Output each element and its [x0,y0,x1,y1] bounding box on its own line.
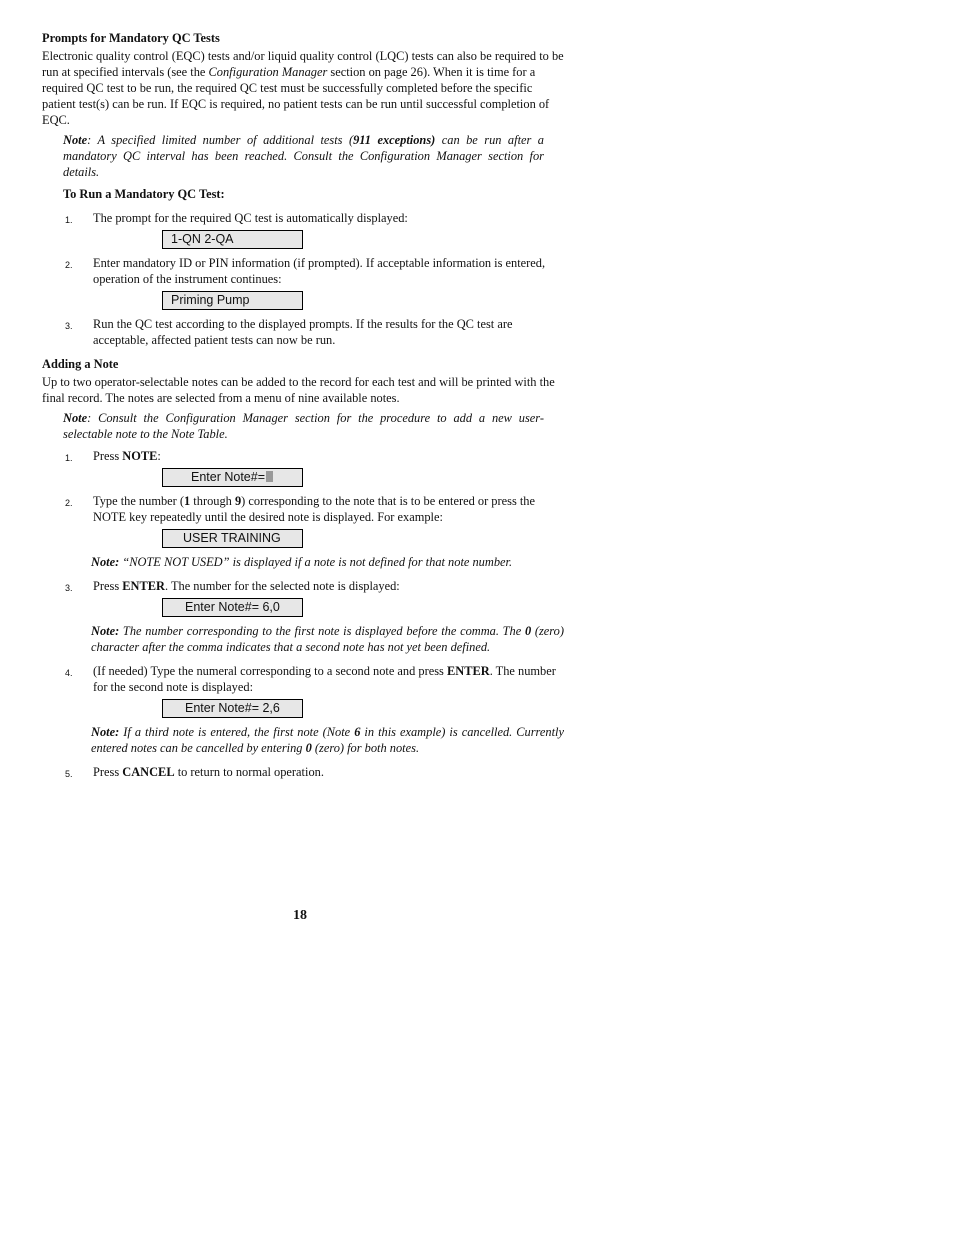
step-text: Press [93,579,123,593]
note-emphasis: 0 [524,624,532,638]
lcd-display [162,291,303,310]
note-text: The number corresponding to the first note is displayed before the comma. The [119,624,525,638]
manual-page [42,30,564,784]
paragraph-emphasis: Configuration Manager [208,65,328,79]
step-text: to return to normal operation. [174,765,324,779]
step-text: ) corresponding to the note that is to be entered or press the NOTE key repeatedly until the desired note is displayed. For example: [93,494,536,524]
page-number: 18 [293,908,307,923]
note-step-5 [42,764,564,780]
note-text: (zero) for both notes. [311,741,420,755]
note-text: in this example) is cancelled. Currently entered notes can be cancelled by entering [91,725,564,755]
note-label: Note [63,133,88,147]
adding-note-paragraph: Up to two operator-selectable notes can be added to the record for each test and will be printed with the final record. The notes are selected from a menu of nine available notes. [42,375,555,405]
display-text: Enter Note#= 6,0 [185,600,280,614]
display-text: USER TRAINING [183,531,281,545]
note-emphasis: 0 [305,741,312,755]
step-text: Type the number ( [93,494,184,508]
display-text: Enter Note#= [191,470,266,484]
key-name: ENTER [122,579,165,593]
step-number: 4. [65,668,73,678]
note-step-3 [42,578,564,594]
step-text: The prompt for the required QC test is automatically displayed: [93,211,408,225]
step-text: : [157,449,161,463]
note-step-1 [42,448,564,464]
key-name: CANCEL [122,765,175,779]
step-number: 1. [65,453,73,463]
step-number: 3. [65,321,73,331]
step-text: . The number for the selected note is displayed: [164,579,400,593]
note-configuration-manager [63,410,544,442]
step-number: 1. [65,215,73,225]
note-label: Note: [91,555,120,569]
lcd-display [162,598,303,617]
note-emphasis: 911 exceptions) [353,133,436,147]
step-number-emphasis: 9 [234,494,242,508]
lcd-display [162,529,303,548]
display-text: 1-QN 2-QA [171,232,234,246]
step-2-note [91,554,564,570]
step-4-note [91,724,564,756]
note-label: Note: [91,624,120,638]
step-number-emphasis: 1 [184,494,191,508]
step-text: Enter mandatory ID or PIN information (if prompted). If acceptable information is entered, operation of the instrument continues: [93,256,546,286]
step-number: 5. [65,769,73,779]
paragraph-text: section on page 26). When it is time for a required QC test to be run, the required QC test must be successfully completed before the specific patient test(s) can be run. If EQC is required, no patient tests can be run until successful completion of EQC. [42,65,550,127]
section-heading-adding-note: Adding a Note [42,357,119,371]
qc-step-3 [42,316,564,348]
step-text: (If needed) Type the numeral corresponding to a second note and press [93,664,447,678]
key-name: ENTER [446,664,490,678]
cursor-icon [266,471,273,482]
subheading-run-mandatory-qc: To Run a Mandatory QC Test: [63,187,225,201]
note-emphasis: 6 [354,725,361,739]
step-number: 2. [65,260,73,270]
step-number: 3. [65,583,73,593]
note-step-4 [42,663,564,695]
step-text: . The number for the second note is displayed: [93,664,556,694]
note-911-exceptions [63,132,544,180]
note-text: (zero) character after the comma indicates that a second note has not yet been defined. [91,624,564,654]
qc-step-2 [42,255,564,287]
note-text: If a third note is entered, the first note (Note [119,725,355,739]
step-number: 2. [65,498,73,508]
lcd-display [162,699,303,718]
step-text: through [190,494,235,508]
step-text: Press [93,449,123,463]
note-step-2 [42,493,564,525]
step-text: Run the QC test according to the displayed prompts. If the results for the QC test are acceptable, affected patient tests can now be run. [93,317,513,347]
lcd-display [162,468,303,487]
note-text: : A specified limited number of additional tests ( [87,133,354,147]
display-text: Enter Note#= 2,6 [185,701,280,715]
note-text: “NOTE NOT USED” is displayed if a note is not defined for that note number. [119,555,513,569]
mandatory-qc-paragraph [42,48,564,128]
qc-step-1 [42,210,564,226]
note-text: can be run after a mandatory QC interval has been reached. Consult the Configuration Manager section for details. [63,133,544,179]
lcd-display [162,230,303,249]
display-text: Priming Pump [171,293,250,307]
note-text: : Consult the Configuration Manager section for the procedure to add a new user-selectable note to the Note Table. [63,411,544,441]
note-label: Note: [91,725,120,739]
paragraph-text: Electronic quality control (EQC) tests and/or liquid quality control (LQC) tests can also be required to be run at specified intervals (see the [42,49,564,79]
step-3-note [91,623,564,655]
section-heading-mandatory-qc: Prompts for Mandatory QC Tests [42,31,220,45]
step-text: Press [93,765,123,779]
key-name: NOTE [122,449,158,463]
note-label: Note [63,411,88,425]
